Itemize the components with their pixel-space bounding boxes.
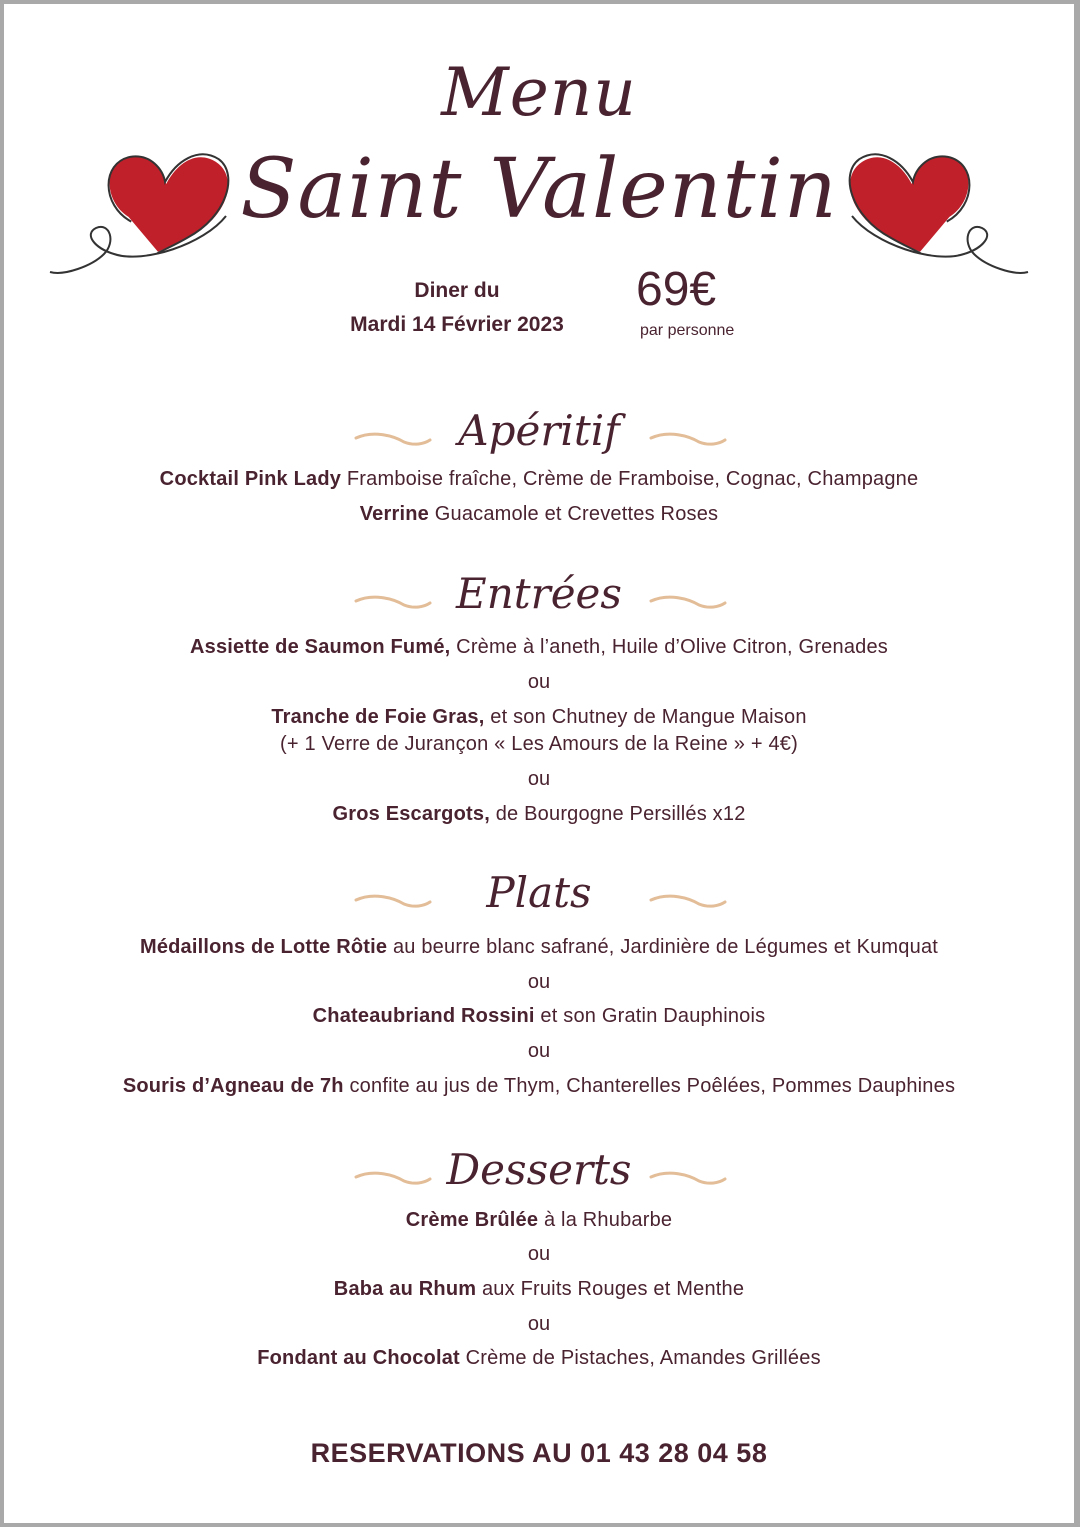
- or-separator: ou: [527, 1243, 551, 1265]
- price: 69€: [636, 263, 717, 316]
- dish-description: à la Rhubarbe: [538, 1209, 673, 1231]
- menu-item: [4, 1209, 1074, 1232]
- dish-note: (+ 1 Verre de Jurançon « Les Amours de la Reine » + 4€): [280, 733, 798, 755]
- event-date: Mardi 14 Février 2023: [350, 313, 564, 336]
- reservation-phone: RESERVATIONS AU 01 43 28 04 58: [310, 1438, 768, 1468]
- section-title: Desserts: [446, 1145, 632, 1194]
- dish-description: de Bourgogne Persillés x12: [489, 803, 746, 825]
- section-aperitif: [4, 406, 1074, 466]
- dish-description: au beurre blanc safrané, Jardinière de Légumes et Kumquat: [387, 936, 939, 958]
- section-title: Plats: [486, 868, 592, 917]
- dish-description: Crème à l’aneth, Huile d’Olive Citron, Grenades: [450, 636, 888, 658]
- menu-item: [4, 706, 1074, 729]
- menu-title: Menu: [441, 54, 637, 131]
- menu-item: [4, 803, 1074, 826]
- menu-item: [4, 468, 1074, 491]
- dish-name: Souris d’Agneau de 7h: [122, 1075, 344, 1097]
- menu-item: [4, 1278, 1074, 1301]
- swash-right-icon: [649, 1169, 729, 1189]
- dish-name: Chateaubriand Rossini: [312, 1005, 535, 1027]
- swash-right-icon: [649, 430, 729, 450]
- menu-item: [4, 936, 1074, 959]
- dish-description: confite au jus de Thym, Chanterelles Poêlées, Pommes Dauphines: [343, 1075, 956, 1097]
- dish-description: Framboise fraîche, Crème de Framboise, Cognac, Champagne: [341, 468, 919, 490]
- swash-right-icon: [649, 892, 729, 912]
- dish-name: Cocktail Pink Lady: [159, 468, 342, 490]
- menu-subtitle: Saint Valentin: [240, 142, 838, 237]
- dish-name: Baba au Rhum: [333, 1278, 477, 1300]
- dish-name: Médaillons de Lotte Rôtie: [139, 936, 388, 958]
- swash-right-icon: [649, 593, 729, 613]
- or-separator: ou: [527, 1313, 551, 1335]
- section-entrees: [4, 569, 1074, 629]
- dish-description: Crème de Pistaches, Amandes Grillées: [459, 1347, 821, 1369]
- dish-description: Guacamole et Crevettes Roses: [428, 503, 719, 525]
- or-separator: ou: [527, 768, 551, 790]
- menu-item: [4, 503, 1074, 526]
- menu-item: [4, 636, 1074, 659]
- menu-item: [4, 1347, 1074, 1370]
- or-separator: ou: [527, 671, 551, 693]
- menu-page: [4, 4, 1074, 1523]
- or-separator: ou: [527, 971, 551, 993]
- dish-description: et son Chutney de Mangue Maison: [484, 706, 807, 728]
- dish-name: Assiette de Saumon Fumé,: [190, 636, 451, 658]
- dish-name: Gros Escargots,: [332, 803, 490, 825]
- date-label: Diner du: [414, 279, 500, 302]
- menu-item: [4, 1075, 1074, 1098]
- dish-name: Verrine: [359, 503, 429, 525]
- or-separator: ou: [527, 1040, 551, 1062]
- section-plats: [4, 868, 1074, 928]
- dish-description: aux Fruits Rouges et Menthe: [476, 1278, 745, 1300]
- section-title: Apéritif: [458, 406, 620, 455]
- dish-name: Tranche de Foie Gras,: [271, 706, 485, 728]
- dish-name: Crème Brûlée: [405, 1209, 539, 1231]
- section-desserts: [4, 1145, 1074, 1205]
- menu-item: [4, 1005, 1074, 1028]
- section-title: Entrées: [456, 569, 622, 618]
- dish-description: et son Gratin Dauphinois: [534, 1005, 766, 1027]
- dish-name: Fondant au Chocolat: [257, 1347, 460, 1369]
- price-unit: par personne: [640, 322, 735, 339]
